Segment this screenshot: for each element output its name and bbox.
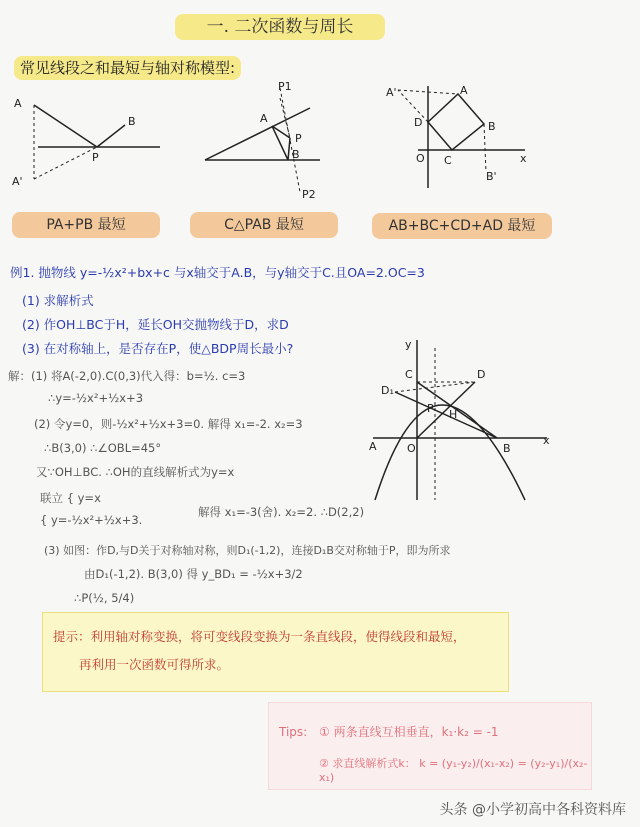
label-D: D — [477, 368, 486, 381]
label-O: O — [416, 152, 425, 165]
label-A: A — [260, 112, 268, 125]
tips-label: Tips: — [279, 725, 308, 739]
tips-line-1: ① 两条直线互相垂直，k₁·k₂ = -1 — [319, 725, 499, 739]
label-C: C — [405, 368, 413, 381]
label-H: H — [449, 408, 458, 421]
problem-line-4: (3) 在对称轴上，是否存在P，使△BDP周长最小? — [22, 341, 294, 356]
hint-box — [42, 612, 509, 692]
solution-line-6: 联立 { y=x — [40, 491, 101, 505]
label-A: A — [14, 97, 22, 110]
tips-box — [268, 702, 592, 790]
problem-line-1: 例1. 抛物线 y=-½x²+bx+c 与x轴交于A.B，与y轴交于C.且OA=2.OC=3 — [10, 265, 425, 280]
page-title: 一. 二次函数与周长 — [175, 14, 385, 40]
label-C: C — [444, 154, 452, 167]
solution-line-9: (3) 如图：作D,与D关于对称轴对称，则D₁(-1,2)，连接D₁B交对称轴于P，即为所求 — [44, 544, 451, 557]
label-x: x — [543, 434, 550, 447]
parabola-graph — [365, 340, 565, 510]
label-B: B — [128, 115, 136, 128]
label-x: x — [520, 152, 527, 165]
solution-line-5: 又∵OH⊥BC. ∴OH的直线解析式为y=x — [36, 465, 235, 479]
solution-line-3: (2) 令y=0，则-½x²+½x+3=0. 解得 x₁=-2. x₂=3 — [34, 417, 303, 431]
solution-line-10: 由D₁(-1,2). B(3,0) 得 y_BD₁ = -½x+3/2 — [84, 567, 303, 581]
label-P: P — [92, 151, 99, 164]
label-B-prime: B' — [486, 170, 497, 183]
caption-pa-pb: PA+PB 最短 — [12, 212, 160, 238]
label-P: P — [427, 402, 434, 415]
problem-line-2: (1) 求解析式 — [22, 293, 94, 308]
label-B: B — [488, 120, 496, 133]
solution-line-11: ∴P(½, 5/4) — [74, 591, 135, 605]
label-B: B — [292, 148, 300, 161]
watermark: 头条 @小学初高中各科资料库 — [439, 802, 626, 818]
solution-line-1: 解：(1) 将A(-2,0).C(0,3)代入得：b=½. c=3 — [8, 369, 246, 383]
model-diagram-2 — [200, 80, 340, 200]
hint-line-1: 提示：利用轴对称变换，将可变线段变换为一条直线段，使得线段和最短， — [53, 629, 466, 644]
solution-line-8: 解得 x₁=-3(舍). x₂=2. ∴D(2,2) — [198, 505, 365, 519]
label-D: D — [414, 116, 423, 129]
label-D1: D₁ — [381, 384, 394, 397]
caption-triangle: C△PAB 最短 — [190, 212, 338, 238]
label-A-prime: A' — [12, 175, 23, 188]
tips-line-2: ② 求直线解析式k： k = (y₁-y₂)/(x₁-x₂) = (y₂-y₁)/(x₂-x₁) — [319, 757, 588, 784]
label-A-prime: A' — [386, 86, 397, 99]
caption-quadrilateral: AB+BC+CD+AD 最短 — [372, 213, 552, 239]
model-diagram-1 — [10, 95, 170, 205]
label-O: O — [407, 442, 416, 455]
solution-line-2: ∴y=-½x²+½x+3 — [48, 391, 144, 405]
section-subtitle: 常见线段之和最短与轴对称模型: — [14, 56, 241, 80]
label-A: A — [460, 84, 468, 97]
hint-line-2: 再利用一次函数可得所求。 — [79, 657, 230, 672]
solution-line-4: ∴B(3,0) ∴∠OBL=45° — [44, 441, 162, 455]
solution-line-7: { y=-½x²+½x+3. — [40, 513, 143, 527]
label-P1: P1 — [278, 80, 292, 93]
label-P2: P2 — [302, 188, 316, 201]
problem-line-3: (2) 作OH⊥BC于H，延长OH交抛物线于D，求D — [22, 317, 289, 332]
label-A: A — [369, 440, 377, 453]
label-P: P — [295, 132, 302, 145]
label-y: y — [405, 338, 412, 351]
label-B: B — [503, 442, 511, 455]
model-diagram-3 — [380, 80, 540, 200]
